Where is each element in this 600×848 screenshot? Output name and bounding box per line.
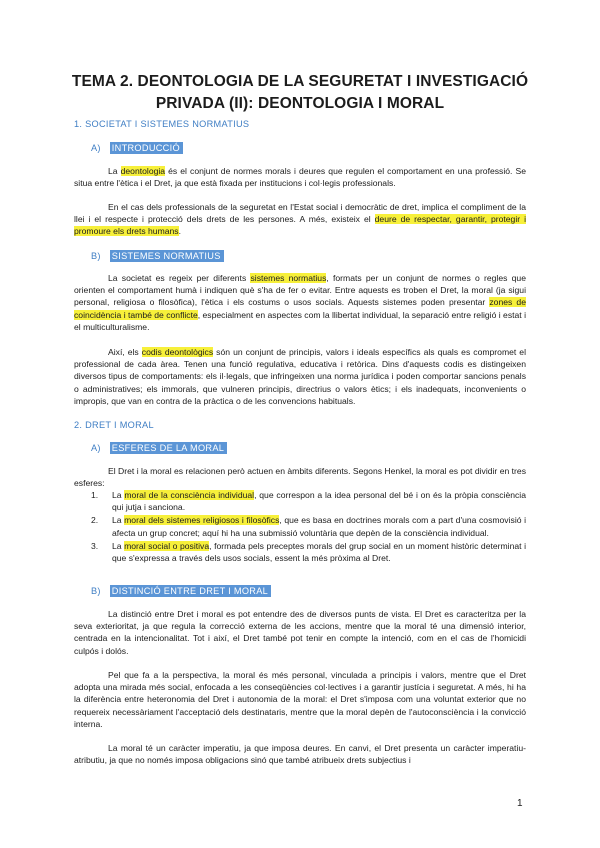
list-item: 3. La moral social o positiva, formada pels preceptes morals del grup social en un moment històric determinat i que s'expressa a través dels usos socials, essent la més pròxima al Dret. [91, 540, 526, 564]
highlight-list-item: moral social o positiva [124, 540, 210, 551]
paragraph-professionals: En el cas dels professionals de la seguretat en l'Estat social i democràtic de dret, implica el compliment de la llei i el respecte i protecció dels drets de les persones. A més, existeix el deure de respectar, garantir, protegir i promoure els drets humans. [74, 202, 526, 237]
subsection-number: A) [91, 143, 101, 153]
list-item: 1. La moral de la consciència individual, que correspon a la idea personal del bé i on és la pròpia consciència qui jutja i sanciona. [91, 490, 526, 513]
highlight-sistemes: sistemes normatius [250, 273, 327, 283]
highlight-list-item: moral dels sistemes religiosos i filosòfics [124, 515, 280, 526]
list-item: 2. La moral dels sistemes religiosos i filosòfics, que es basa en doctrines morals com a part d'una cosmovisió i afecta un grup concret; aquí hi ha una submissió voluntària que depèn de la consciència individual. [91, 515, 526, 538]
subsection-heading-1a [91, 143, 183, 153]
document-title [60, 71, 540, 115]
moral-spheres-list [74, 489, 526, 565]
section-heading-2: 2. DRET I MORAL [74, 420, 154, 430]
subsection-label: ESFERES DE LA MORAL [110, 442, 227, 454]
subsection-label: DISTINCIÓ ENTRE DRET I MORAL [110, 585, 271, 597]
paragraph-sistemes-normatius: La societat es regeix per diferents sistemes normatius, formats per un conjunt de normes o regles que orienten el comportament humà i indiquen què s'ha de fer o evitar. Entre aquests es troben el Dret, la moral (ja sigui personal, religiosa o filosòfica), l'ètica i els costums o usos socials. Aquests sistemes poden presentar zones de coincidència i també de conflicte, especialment en aspectes com la llibertat individual, la separació entre religió i estat i el multiculturalisme. [74, 273, 526, 332]
page-number: 1 [517, 798, 523, 809]
highlight-zones: zones de coincidència i també de conflicte [74, 297, 526, 320]
highlight-codis: codis deontològics [141, 347, 214, 357]
subsection-label: SISTEMES NORMATIUS [110, 250, 224, 262]
highlight-deure: deure de respectar, garantir, protegir i promoure els drets humans [74, 214, 526, 237]
subsection-heading-2a [91, 443, 227, 453]
subsection-number: B) [91, 251, 101, 261]
subsection-number: A) [91, 443, 101, 453]
paragraph-codis: Així, els codis deontològics són un conjunt de principis, valors i ideals específics als quals es compromet el professional de cada àrea. Tenen una funció regulativa, educativa i retòrica. Dins d'aquests codis es distingeixen diversos tipus de comportaments: els il·legals, que infringeixen una norma jurídica i poden comportar sancions penals o administratives; els immorals, que vulneren principis, directrius o valors ètics; i els inadequats, inconvenients o impropis, que van en contra de la pràctica o de les convencions habituals. [74, 347, 526, 406]
subsection-label: INTRODUCCIÓ [110, 142, 183, 154]
section-heading-1: 1. SOCIETAT I SISTEMES NORMATIUS [74, 119, 250, 129]
paragraph-henkel: El Dret i la moral es relacionen però actuen en àmbits diferents. Segons Henkel, la moral es pot dividir en tres esferes: [74, 466, 526, 489]
paragraph-perspectiva: Pel que fa a la perspectiva, la moral és més personal, vinculada a principis i valors, mentre que el Dret adopta una mirada més social, enfocada a les conseqüències col·lectives i a garantir justícia i seguretat. A més, hi ha la diferència entre heteronomia del Dret i autonomia de la moral: el Dret s'imposa com una voluntat exterior que no requereix necessàriament l'acceptació dels destinataris, mentre que la moral depèn de l'autoconsciència i la convicció interna. [74, 670, 526, 729]
highlight-deontologia: deontologia [120, 166, 166, 176]
highlight-list-item: moral de la consciència individual [124, 490, 255, 500]
subsection-number: B) [91, 586, 101, 596]
title-line-2: PRIVADA (II): DEONTOLOGIA I MORAL [155, 95, 445, 112]
title-line-1: TEMA 2. DEONTOLOGIA DE LA SEGURETAT I INVESTIGACIÓ [71, 73, 529, 90]
paragraph-distincio: La distinció entre Dret i moral es pot entendre des de diversos punts de vista. El Dret es caracteritza per la seva exterioritat, ja que regula la correcció externa de les accions, mentre que la moral té una dimensió interior, centrada en la intencionalitat. Tot i així, el Dret també pot tenir en compte la intenció, com en el cas de l'homicidi culpós i dolós. [74, 609, 526, 656]
paragraph-imperatiu: La moral té un caràcter imperatiu, ja que imposa deures. En canvi, el Dret presenta un caràcter imperatiu-atributiu, ja que no només imposa obligacions sinó que també atribueix drets subjectius i [74, 743, 526, 766]
subsection-heading-1b [91, 251, 224, 261]
subsection-heading-2b [91, 586, 271, 596]
paragraph-deontologia: La deontologia és el conjunt de normes morals i deures que regulen el comportament en una professió. Se situa entre l'ètica i el Dret, ja que està fixada per institucions i col·legis professionals. [74, 166, 526, 189]
